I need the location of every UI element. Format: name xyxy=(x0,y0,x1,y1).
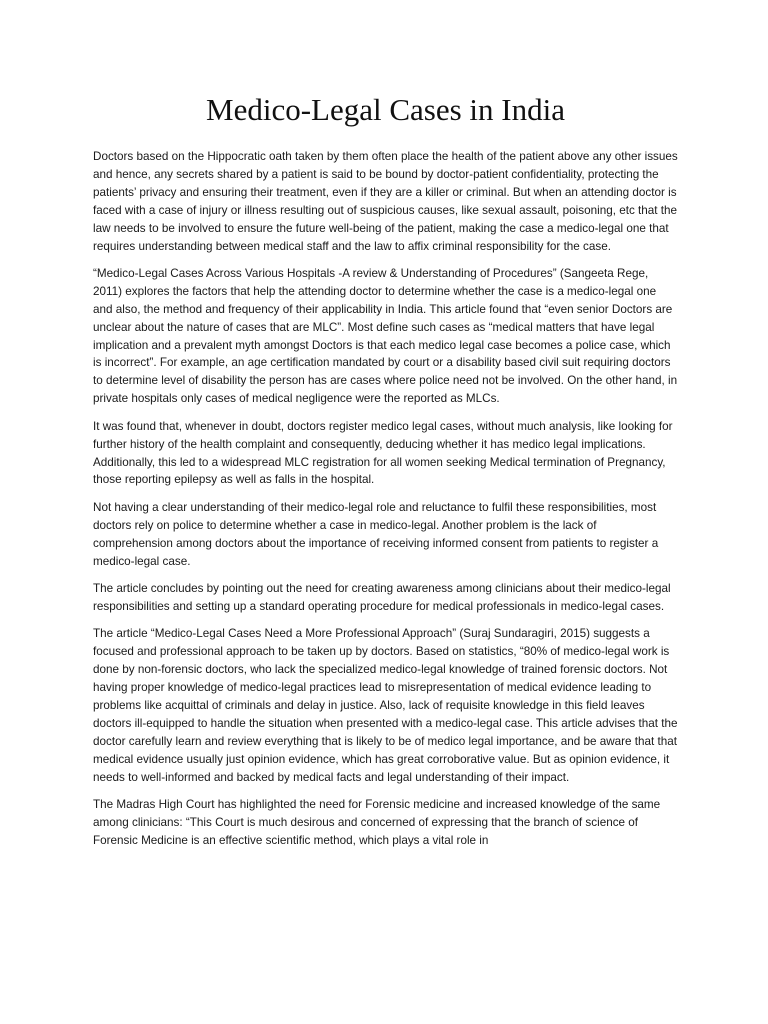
paragraph-5: The article concludes by pointing out the need for creating awareness among clinicians about their medico-legal responsibilities and setting up a standard operating procedure for medical professionals in medico-legal cases. xyxy=(93,581,671,613)
paragraph-7: The Madras High Court has highlighted the need for Forensic medicine and increased knowledge of the same among clinicians: “This Court is much desirous and concerned of expressing that the branch of science of Forensic Medicine is an effective scientific method, which plays a vital role in xyxy=(93,797,661,847)
page-title: Medico-Legal Cases in India xyxy=(206,92,565,127)
document-body xyxy=(93,148,678,850)
paragraph-3: It was found that, whenever in doubt, doctors register medico legal cases, without much analysis, like looking for further history of the health complaint and consequently, deducing whether it has medico legal implications. Additionally, this led to a widespread MLC registration for all women seeking Medical termination of Pregnancy, those reporting epilepsy as well as falls in the hospital. xyxy=(93,419,673,487)
paragraph-1: Doctors based on the Hippocratic oath taken by them often place the health of the patient above any other issues and hence, any secrets shared by a patient is said to be bound by doctor-patient confidentiality, protecting the patients’ privacy and ensuring their treatment, even if they are a killer or criminal. But when an attending doctor is faced with a case of injury or illness resulting out of suspicious causes, like sexual assault, poisoning, etc that the law needs to be involved to ensure the future well-being of the patient, making the case a medico-legal one that requires understanding between medical staff and the law to affix criminal responsibility for the case. xyxy=(93,150,678,253)
paragraph-2: “Medico-Legal Cases Across Various Hospitals -A review & Understanding of Procedures” (Sangeeta Rege, 2011) explores the factors that help the attending doctor to determine whether the case is a medico-legal one and also, the method and frequency of their applicability in India. This article found that “even senior Doctors are unclear about the nature of cases that are MLC”. Most define such cases as “medical matters that have legal implication and a prevalent myth amongst Doctors is that each medico legal case becomes a police case, which is incorrect”. For example, an age certification mandated by court or a disability based civil suit requiring doctors to determine level of disability the person has are cases where police need not be involved. On the other hand, in private hospitals only cases of medical negligence were the reported as MLCs. xyxy=(93,266,678,406)
paragraph-6: The article “Medico-Legal Cases Need a More Professional Approach” (Suraj Sundaragiri, 2015) suggests a focused and professional approach to be taken up by doctors. Based on statistics, “80% of medico-legal work is done by non-forensic doctors, who lack the specialized medico-legal knowledge of trained forensic doctors. Not having proper knowledge of medico-legal practices lead to misrepresentation of medical evidence leading to problems like acquittal of criminals and delay in justice. Also, lack of requisite knowledge in this field leaves doctors ill-equipped to handle the situation when presented with a medico-legal case. This article advises that the doctor carefully learn and review everything that is likely to be of medico legal importance, and be aware that that medical evidence usually just opinion evidence, which has great corroborative value. But as opinion evidence, it needs to well-informed and backed by medical facts and legal understanding of their impact. xyxy=(93,627,678,784)
paragraph-4: Not having a clear understanding of their medico-legal role and reluctance to fulfil these responsibilities, most doctors rely on police to determine whether a case in medico-legal. Another problem is the lack of comprehension among doctors about the importance of receiving informed consent from patients to register a medico-legal case. xyxy=(93,500,659,568)
